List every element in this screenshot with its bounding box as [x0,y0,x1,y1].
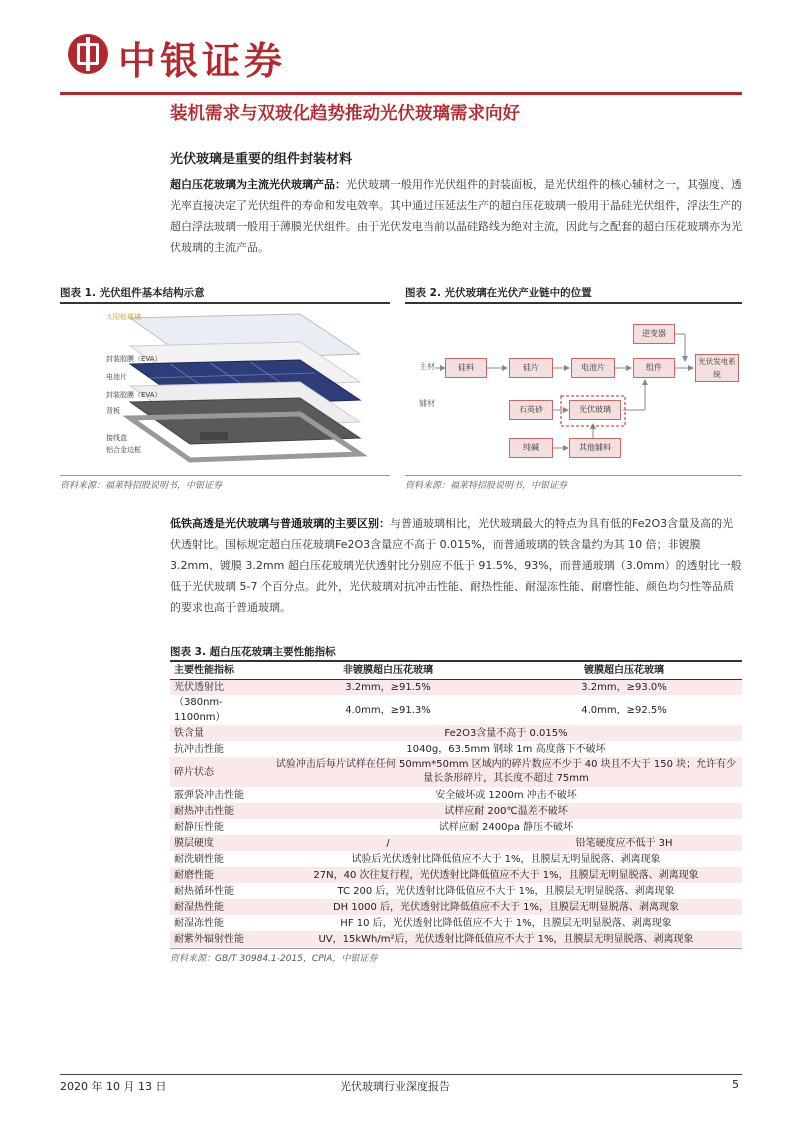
figure3-bottom-rule [170,948,742,949]
para2-body: 与普通玻璃相比，光伏玻璃最大的特点为具有低的Fe2O3含量及高的光伏透射比。国标规定超白压花玻璃Fe2O3含量应不高于 0.015%，而普通玻璃的铁含量约为其 10 倍；非镀膜 3.2mm、镀膜 3.2mm 超白压花玻璃光伏透射比分别应不低于 91.5%、93%，而普通玻璃（3.0mm）的透射比一般低于光伏玻璃 5-7 个百分点。此外，光伏玻璃对抗冲击性能、耐热性能、耐湿冻性能、耐磨性能、颜色均匀性等品质的要求也高于普通玻璃。 [170,517,742,614]
module-structure-diagram [60,306,390,472]
cell-metric: 膜层硬度 [170,835,270,851]
cell-metric: 耐静压性能 [174,821,224,833]
figure1-label: 图表 1. 光伏组件基本结构示意 [60,287,205,299]
table-row [170,819,742,835]
box-cell: 电池片 [571,358,615,378]
table-row [170,741,742,757]
cell-value-merged: 试验后光伏透射比降低值应不大于 1%，且膜层无明显脱落、剥离现象 [351,853,661,865]
col-header-coated: 镀膜超白压花玻璃 [506,663,742,679]
cell-value-merged: 试样应耐 2400pa 静压不破坏 [438,821,574,833]
header-rule [60,92,742,95]
figure2-rule [405,302,742,304]
layer-label-frame: 铝合金边框 [106,446,141,454]
cell-value-merged: DH 1000 后，光伏透射比降低值应不大于 1%，且膜层无明显脱落、剥离现象 [270,899,742,915]
cell-metric: 耐热冲击性能 [170,803,270,819]
cell-value-merged: Fe2O3含量不高于 0.015% [270,725,742,741]
figure2-source: 资料来源：福莱特招股说明书，中银证券 [405,481,568,491]
figure1-rule [60,302,390,304]
layer-label-backsheet: 背板 [106,407,120,415]
box-pv-glass: 光伏玻璃 [569,400,621,420]
layer-label-glass: 太阳能玻璃 [106,313,141,321]
cell-value-merged: TC 200 后，光伏透射比降低值应不大于 1%，且膜层无明显脱落、剥离现象 [337,885,675,897]
table-row [170,851,742,867]
box-quartz-sand: 石英砂 [509,400,553,420]
table-row [170,899,742,915]
brand-name: 中银证券 [118,39,287,83]
layer-label-eva1: 封装胶膜（EVA） [106,355,162,363]
industry-chain-diagram [405,306,742,472]
cell-metric: 耐紫外辐射性能 [170,931,270,947]
cell-metric: 碎片状态 [170,757,270,787]
table-row [170,915,742,931]
cell-value-merged: 27N，40 次往复行程，光伏透射比降低值应不大于 1%，且膜层无明显脱落、剥离现象 [270,867,742,883]
figure3-rule [170,660,742,662]
cell-value-merged: UV，15kWh/m²后，光伏透射比降低值应不大于 1%，且膜层无明显脱落、剥离现象 [270,931,742,947]
cell-value-coated: 铅笔硬度应不低于 3H [506,835,742,851]
figure3-label: 图表 3. 超白压花玻璃主要性能指标 [170,646,336,658]
cell-value-coated: 4.0mm，≥92.5% [581,704,667,716]
table-row [170,835,742,851]
cell-metric: 耐湿冻性能 [174,917,224,929]
table-row [170,679,742,695]
cell-metric: 铁含量 [170,725,270,741]
cell-metric: 霰弹袋冲击性能 [174,789,244,801]
table-row [170,725,742,741]
row-aux-label: 辅材 [419,399,435,408]
col-header-uncoated: 非镀膜超白压花玻璃 [270,663,506,679]
footer-title: 光伏玻璃行业深度报告 [340,1080,450,1093]
box-system: 光伏发电系统 [695,354,739,382]
box-other-materials: 其他辅料 [569,438,621,458]
box-silicon: 硅料 [445,358,487,378]
figure3-source: 资料来源：GB/T 30984.1-2015，CPIA，中银证券 [170,954,378,964]
cell-metric: 耐磨性能 [170,867,270,883]
layer-label-junction-box: 接线盒 [106,434,127,442]
table-row [170,883,742,899]
box-soda: 纯碱 [509,438,553,458]
table-row [170,787,742,803]
table-row [170,757,742,787]
figure2-bottom-rule [405,475,742,476]
cell-metric: 耐热循环性能 [174,885,234,897]
page-title: 装机需求与双玻化趋势推动光伏玻璃需求向好 [170,104,520,124]
footer-page-number: 5 [732,1078,739,1091]
cell-value-merged: 试样应耐 200℃温差不破坏 [270,803,742,819]
figure2-label: 图表 2. 光伏玻璃在光伏产业链中的位置 [405,287,592,299]
layer-label-cell: 电池片 [106,373,127,381]
comparison-paragraph [170,513,742,618]
section-heading: 光伏玻璃是重要的组件封装材料 [170,152,353,167]
brand-logo-icon [68,34,108,74]
layer-label-eva2: 封装胶膜（EVA） [106,391,162,399]
box-module: 组件 [633,358,675,378]
cell-value-uncoated: 3.2mm，≥91.5% [270,679,506,695]
cell-metric: 耐湿热性能 [170,899,270,915]
cell-value-merged: 安全破坏或 1200m 冲击不破坏 [435,789,577,801]
cell-metric: （380nm-1100nm） [174,697,226,723]
footer-date: 2020 年 10 月 13 日 [60,1080,167,1093]
cell-metric: 耐洗刷性能 [174,853,224,865]
cell-metric: 光伏透射比 [170,679,270,695]
intro-paragraph [170,174,742,258]
cell-value-merged: HF 10 后，光伏透射比降低值应不大于 1%，且膜层无明显脱落、剥离现象 [340,917,672,929]
table-row [170,803,742,819]
row-main-label: 主材 [419,362,435,371]
para-lead: 超白压花玻璃为主流光伏玻璃产品： [170,178,346,191]
cell-value-coated: 3.2mm，≥93.0% [506,679,742,695]
cell-metric: 抗冲击性能 [174,743,224,755]
footer-rule [60,1074,742,1075]
table-row [170,867,742,883]
col-header-metric: 主要性能指标 [170,663,270,679]
cell-value-merged: 试验冲击后每片试样在任何 50mm*50mm 区域内的碎片数应不少于 40 块且不大于 150 块；允许有少量长条形碎片，其长度不超过 75mm [270,757,742,787]
cell-value-uncoated: / [270,835,506,851]
table-row [170,931,742,947]
para-body: 光伏玻璃一般用作光伏组件的封装面板，是光伏组件的核心辅材之一，其强度、透光率直接决定了光伏组件的寿命和发电效率。其中通过压延法生产的超白压花玻璃一般用于晶硅光伏组件，浮法生产的超白浮法玻璃一般用于薄膜光伏组件。由于光伏发电当前以晶硅路线为绝对主流，因此与之配套的超白压花玻璃亦为光伏玻璃的主流产品。 [170,178,742,254]
figure1-source: 资料来源：福莱特招股说明书，中银证券 [60,481,223,491]
figure1-bottom-rule [60,475,390,476]
box-inverter: 逆变器 [633,324,675,344]
box-wafer: 硅片 [509,358,553,378]
para2-lead: 低铁高透是光伏玻璃与普通玻璃的主要区别： [170,517,390,530]
cell-value-uncoated: 4.0mm，≥91.3% [345,704,431,716]
cell-value-merged: 1040g，63.5mm 钢球 1m 高度落下不破坏 [406,743,606,755]
spec-table [170,663,742,947]
table-row [170,695,742,725]
